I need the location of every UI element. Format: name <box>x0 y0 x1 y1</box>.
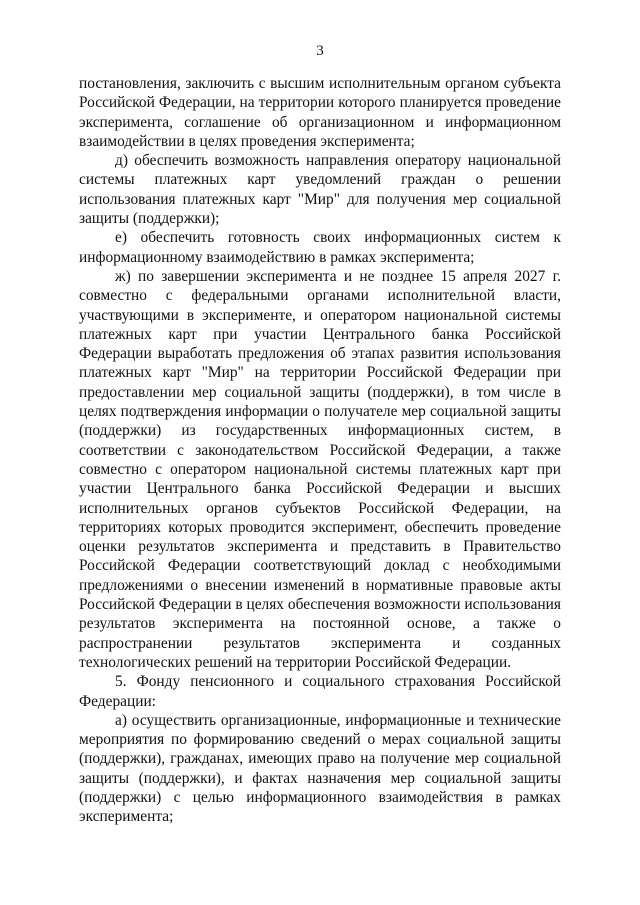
page-number: 3 <box>316 43 324 59</box>
document-body <box>79 74 561 827</box>
paragraph-item-zh: ж) по завершении эксперимента и не позднее 15 апреля 2027 г. совместно с федеральными органами исполнительной власти, участвующими в эксперименте, и оператором национальной системы платежных карт при участии Центрального банка Российской Федерации выработать предложения об этапах развития использования платежных карт "Мир" на территории Российской Федерации при предоставлении мер социальной защиты (поддержки), в том числе в целях подтверждения информации о получателе мер социальной защиты (поддержки) из государственных информационных систем, в соответствии с законодательством Российской Федерации, а также совместно с оператором национальной системы платежных карт при участии Центрального банка Российской Федерации и высших исполнительных органов субъектов Российской Федерации, на территориях которых проводится эксперимент, обеспечить проведение оценки результатов эксперимента и представить в Правительство Российской Федерации соответствующий доклад с необходимыми предложениями о внесении изменений в нормативные правовые акты Российской Федерации в целях обеспечения возможности использования результатов эксперимента на постоянной основе, а также о распространении результатов эксперимента и созданных технологических решений на территории Российской Федерации. <box>79 267 561 671</box>
paragraph-continuation: постановления, заключить с высшим исполнительным органом субъекта Российской Федерации, на территории которого планируется проведение эксперимента, соглашение об организационном и информационном взаимодействии в целях проведения эксперимента; <box>79 75 561 150</box>
paragraph-item-a: а) осуществить организационные, информационные и технические мероприятия по формированию сведений о мерах социальной защиты (поддержки), гражданах, имеющих право на получение мер социальной защиты (поддержки), и фактах назначения мер социальной защиты (поддержки) с целью информационного взаимодействия в рамках эксперимента; <box>79 711 561 826</box>
paragraph-item-d: д) обеспечить возможность направления оператору национальной системы платежных карт уведомлений граждан о решении использования платежных карт "Мир" для получения мер социальной защиты (поддержки); <box>79 152 561 228</box>
paragraph-item-e: е) обеспечить готовность своих информационных систем к информационному взаимодействию в рамках эксперимента; <box>79 229 561 266</box>
paragraph-section-5: 5. Фонду пенсионного и социального страхования Российской Федерации: <box>79 673 561 710</box>
